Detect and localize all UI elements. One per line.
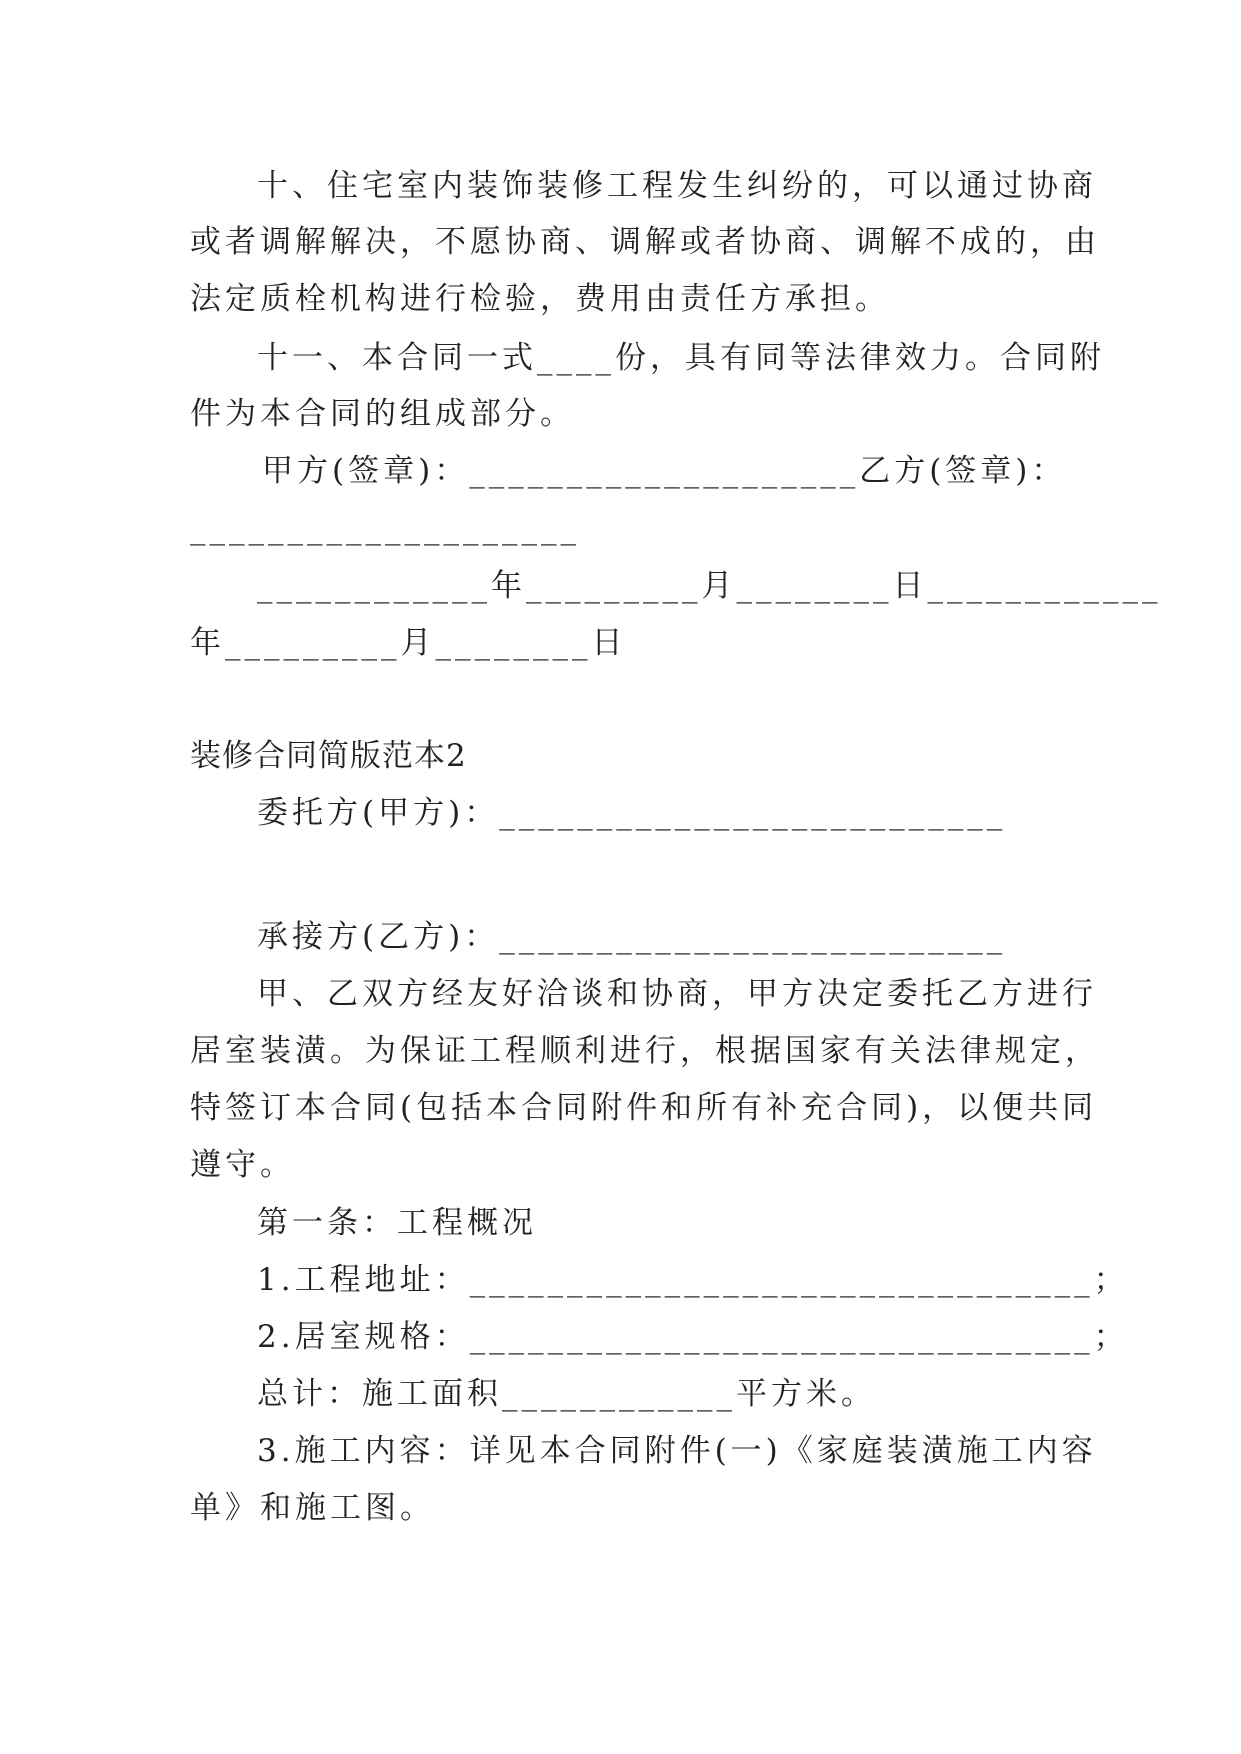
party-b-line: 承接方(乙方)：__________________________ [257, 919, 1007, 955]
preamble-line-2: 居室装潢。为保证工程顺利进行，根据国家有关法律规定， [190, 1033, 1100, 1069]
party-a-line: 委托方(甲方)：__________________________ [257, 795, 1007, 831]
construction-content-line-1: 3.施工内容：详见本合同附件(一)《家庭装潢施工内容 [257, 1433, 1097, 1469]
signature-line-continued: ____________________ [190, 510, 580, 546]
clause-10-line-1: 十、住宅室内装饰装修工程发生纠纷的，可以通过协商 [257, 168, 1097, 204]
room-spec-line: 2.居室规格：________________________________； [257, 1319, 1129, 1355]
clause-10-line-2: 或者调解解决，不愿协商、调解或者协商、调解不成的，由 [190, 224, 1100, 260]
clause-10-line-3: 法定质栓机构进行检验，费用由责任方承担。 [190, 281, 890, 317]
section-title: 装修合同简版范本2 [190, 738, 467, 774]
clause-11-line-1: 十一、本合同一式____份，具有同等法律效力。合同附 [257, 340, 1105, 376]
project-address-line: 1.工程地址：________________________________； [257, 1262, 1129, 1298]
construction-content-line-2: 单》和施工图。 [190, 1490, 435, 1526]
preamble-line-3: 特签订本合同(包括本合同附件和所有补充合同)，以便共同 [190, 1090, 1098, 1126]
clause-11-line-2: 件为本合同的组成部分。 [190, 396, 575, 432]
article-1-heading: 第一条：工程概况 [257, 1205, 537, 1241]
total-area-line: 总计：施工面积____________平方米。 [257, 1376, 876, 1412]
date-line-continued: 年_________月________日 [190, 625, 627, 661]
preamble-line-1: 甲、乙双方经友好洽谈和协商，甲方决定委托乙方进行 [257, 976, 1097, 1012]
preamble-line-4: 遵守。 [190, 1147, 295, 1183]
signature-line: 甲方(签章)：____________________乙方(签章)： [262, 453, 1067, 489]
date-line: ____________年_________月________日____________ [257, 568, 1162, 604]
